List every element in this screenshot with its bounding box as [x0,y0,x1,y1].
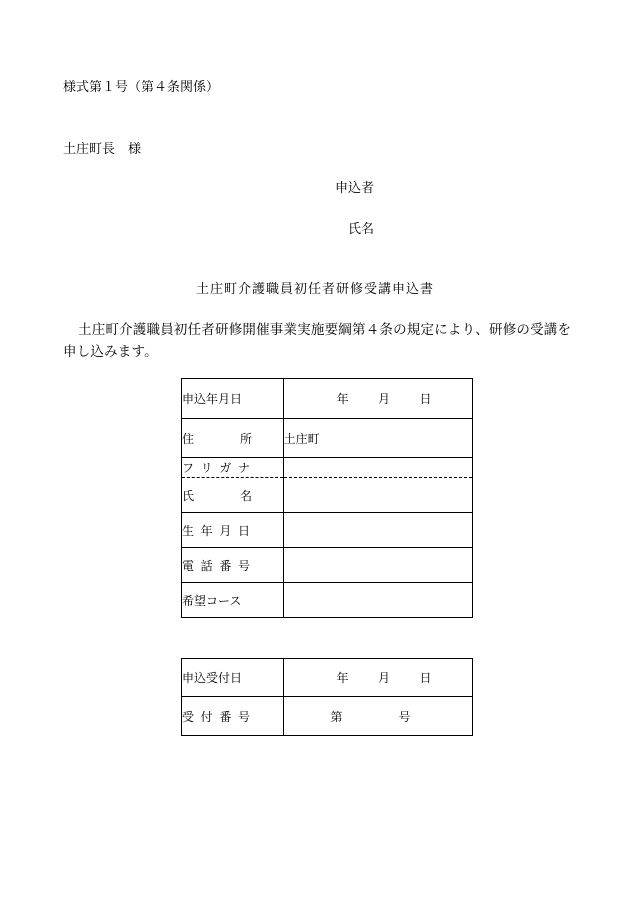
label-receipt-char-2: 付 [200,709,213,724]
label-birthdate [182,513,284,548]
label-address [182,419,284,458]
receipt-number-field[interactable] [283,697,472,736]
label-furigana-char-2: リ [200,461,213,475]
label-furigana [182,458,284,478]
label-name-char-2: 名 [239,488,252,503]
label-phone-char-1: 電 [182,558,195,573]
application-date-field[interactable] [283,379,472,419]
label-course: 希望コース [182,583,284,618]
row-course [182,583,473,618]
receipt-number-suffix: 号 [398,709,411,724]
label-birthdate-char-1: 生 [182,523,195,538]
row-received-date [182,659,473,697]
received-date-field[interactable] [283,659,472,697]
label-birthdate-char-3: 月 [219,523,232,538]
row-furigana [182,458,473,478]
receipt-table [181,658,473,736]
form-number-label: 様式第１号（第４条関係） [63,80,220,95]
label-furigana-char-4: ナ [237,461,250,475]
label-birthdate-char-4: 日 [237,523,250,538]
application-table [181,378,473,618]
label-phone-char-4: 号 [237,558,250,573]
year-unit: 年 [336,392,349,406]
day-unit: 日 [419,671,432,685]
label-birthdate-char-2: 年 [200,523,213,538]
label-receipt-char-1: 受 [182,709,195,724]
month-unit: 月 [378,671,391,685]
name-field[interactable] [283,478,472,513]
label-phone-char-2: 話 [200,558,213,573]
label-name-char-1: 氏 [182,488,195,503]
body-text: 土庄町介護職員初任者研修開催事業実施要綱第４条の規定により、研修の受講を申し込みます。 [63,322,572,360]
applicant-label: 申込者 [335,181,375,196]
label-receipt-char-3: 番 [219,709,232,724]
label-phone-char-3: 番 [219,558,232,573]
phone-field[interactable] [283,548,472,583]
label-received-date: 申込受付日 [182,659,284,697]
label-address-char-2: 所 [239,431,252,446]
row-name [182,478,473,513]
furigana-field[interactable] [283,458,472,478]
row-receipt-number [182,697,473,736]
label-receipt-char-4: 号 [237,709,250,724]
course-field[interactable] [283,583,472,618]
label-name [182,478,284,513]
document-title: 土庄町介護職員初任者研修受講申込書 [195,282,434,297]
label-receipt-number [182,697,284,736]
address-field[interactable] [283,419,472,458]
row-phone [182,548,473,583]
year-unit: 年 [336,671,349,685]
month-unit: 月 [378,392,391,406]
applicant-name-label: 氏名 [348,222,375,237]
label-address-char-1: 住 [182,431,195,446]
addressee: 土庄町長 様 [63,142,142,157]
label-application-date: 申込年月日 [182,379,284,419]
address-value: 土庄町 [283,431,320,446]
day-unit: 日 [419,392,432,406]
row-address [182,419,473,458]
receipt-number-prefix: 第 [330,709,343,724]
row-application-date [182,379,473,419]
birthdate-field[interactable] [283,513,472,548]
label-furigana-char-3: ガ [219,461,232,475]
label-phone [182,548,284,583]
label-furigana-char-1: フ [182,461,195,475]
row-birthdate [182,513,473,548]
